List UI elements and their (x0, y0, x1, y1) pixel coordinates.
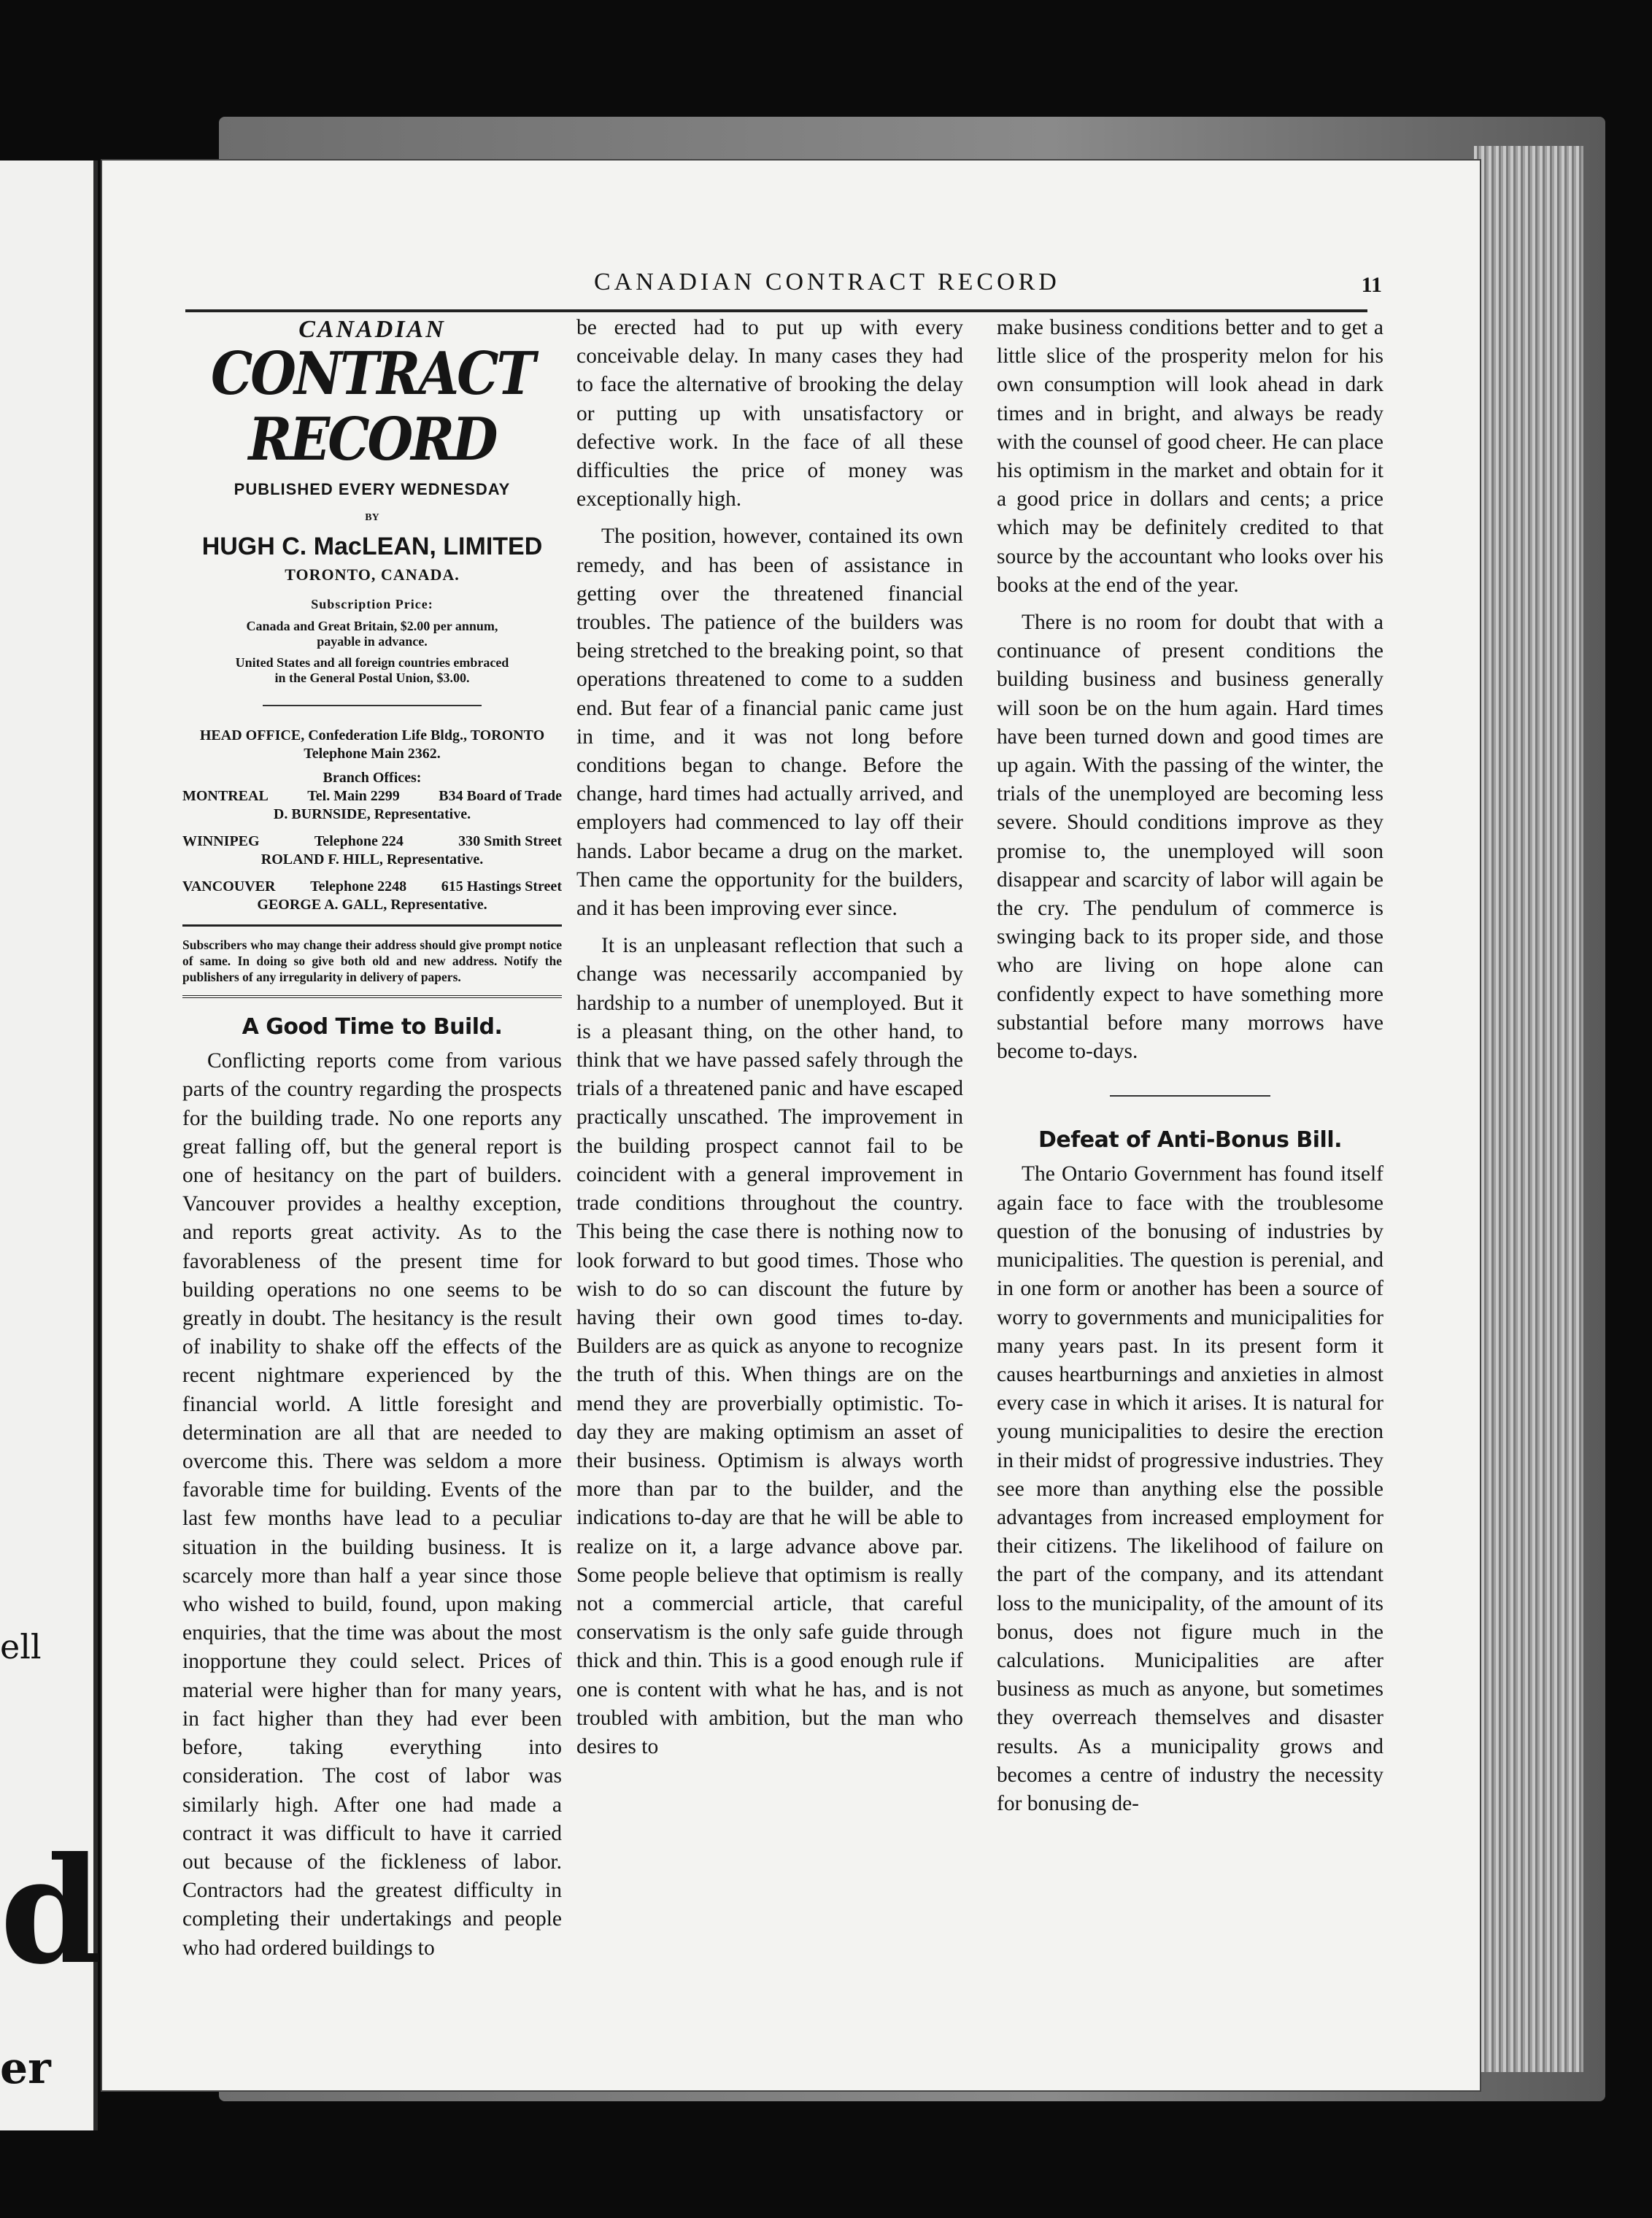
montreal-rep: D. BURNSIDE, Representative. (273, 806, 471, 823)
branch-heading: Branch Offices: (323, 770, 422, 787)
article2-paragraph-1: The Ontario Government has found itself again face to face with the troublesome question of the bonusing of industries by municipalities. The question is perenial, and in one form or another has been a source of worry to governments and municipalities for many years past. In its present form it causes heartburnings and anxieties in almost every case in which it arises. It is natural for young municipalities to desire the erection in their midst of progressive industries. They see more than anything else the possible advantages from increased employment for their citizens. The likelihood of failure on the part of the company, and its attendant loss to the municipality, of the amount of its bonus, does not figure much in the calculations. Municipalities are after business as much as anyone, but sometimes they overreach themselves and disaster results. As a municipality grows and becomes a centre of industry the necessity for bonusing de- (997, 1162, 1383, 1815)
masthead-by: BY (365, 512, 379, 524)
vancouver-row (182, 878, 562, 896)
article1-paragraph-1-continued: be erected had to put up with every conceivable delay. In many cases they had to face the alternative of brooking the delay or putting up with unsatisfactory or defective work. In the face of all these difficulties the price of money was exceptionally high. (576, 316, 963, 511)
subscriber-notice: Subscribers who may change their address should give prompt notice of same. In doing so give both old and new address. Notify the publishers of any irregularity in delivery of papers. (182, 938, 562, 985)
winnipeg-address: 330 Smith Street (458, 833, 562, 850)
masthead (182, 315, 562, 686)
article1-paragraph-2: The position, however, contained its own remedy, and has been of assistance in getting over the threatened financial troubles. The patience of the builders was being stretched to the breaking point, so that operations threatened to come to a sudden end. But fear of a financial panic came just in time, and it was not long before conditions began to change. Before the change, hard times had actually arrived, and employers had commenced to lay off their hands. Labor became a drug on the market. Then came the opportunity for the builders, and it has been improving ever since. (576, 525, 963, 921)
masthead-logo: CONTRACT RECORD (211, 339, 533, 474)
fragment-text-d: d (0, 1825, 102, 1997)
article1-paragraph-1: Conflicting reports come from various parts of the country regarding the prospects for the building trade. No one reports any great falling off, but the general report is one of hesitancy on the part of builders. Vancouver provides a healthy exception, and reports great activity. As to the favorableness of the present time for building operations no one seems to be greatly in doubt. The hesitancy is the result of inability to shake off the effects of the recent nightmare experienced by the financial world. A little foresight and determination are all that are needed to overcome this. There was seldom a more favorable time for building. Events of the last few months have lead to a peculiar situation in the building business. It is scarcely more than half a year since those who wished to build, found, upon making enquiries, that the time was about the most inopportune they could select. Prices of material were higher than for many years, in fact higher than they had ever been before, taking everything into consideration. The cost of labor was similarly high. After one had made a contract it was difficult to have it carried out because of the fickleness of labor. Contractors had the greatest difficulty in completing their undertakings and people who had ordered buildings to (182, 1049, 562, 1960)
fragment-text-ell: ell (0, 1627, 42, 1666)
column-2 (576, 314, 963, 1761)
facing-page-fragment (0, 161, 102, 2130)
vancouver-phone: Telephone 2248 (310, 878, 407, 895)
divider (263, 705, 482, 706)
article-separator (1110, 1095, 1270, 1097)
publisher-name: HUGH C. MacLEAN, LIMITED (201, 532, 543, 560)
article-title-anti-bonus-bill: Defeat of Anti-Bonus Bill. (1038, 1127, 1343, 1154)
winnipeg-rep: ROLAND F. HILL, Representative. (260, 851, 484, 868)
head-office-phone: Telephone Main 2362. (304, 746, 441, 762)
publisher-city: TORONTO, CANADA. (285, 565, 460, 584)
winnipeg-city: WINNIPEG (182, 833, 260, 850)
vancouver-address: 615 Hastings Street (441, 878, 562, 895)
montreal-row (182, 787, 562, 805)
running-header (185, 268, 1382, 312)
fragment-text-er: er (0, 2043, 51, 2094)
montreal-city: MONTREAL (182, 788, 269, 805)
foreign-line-1: United States and all foreign countries embraced (235, 655, 509, 671)
montreal-phone: Tel. Main 2299 (307, 788, 400, 805)
page-stack-edge (1474, 146, 1583, 2072)
montreal-address: B34 Board of Trade (439, 788, 562, 805)
article1-paragraph-4: There is no room for doubt that with a continuance of present conditions the building business and business generally will soon be on the hum again. Hard times have been turned down and good times are up again. With the passing of the winter, the trials of the unemployed are becoming less severe. Should conditions improve as they promise to, the unemployed will soon disappear and scarcity of labor will again be the cry. The pendulum of commerce is swinging back to its proper side, and those who are living on hope alone can confidently expect to have something more substantial before many morrows have become to-days. (997, 611, 1383, 1064)
subscription-line-2: payable in advance. (317, 634, 428, 649)
double-divider (182, 995, 562, 1000)
subscription-heading: Subscription Price: (311, 596, 433, 611)
column-3 (997, 314, 1383, 1818)
vancouver-city: VANCOUVER (182, 878, 276, 895)
magazine-page (102, 161, 1480, 2090)
divider (182, 924, 562, 927)
article1-paragraph-3: It is an unpleasant reflection that such a change was necessarily accompanied by hardship to a number of unemployed. But it is a pleasant thing, on the other hand, to think that we have passed safely through the trials of a threatened panic and have escaped practically unscathed. The improvement in the building prospect cannot fail to be coincident with a general improvement in trade conditions throughout the country. This being the case there is nothing now to look forward to but good times. Those who wish to do so can discount the future by having their own good times to-day. Builders are as quick as anyone to recognize the truth of this. When things are on the mend they are proverbially optimistic. To-day they are making optimism an asset of their business. Optimism is always worth more than par to the builder, and the indications to-day are that he will be able to realize on it, a large advance above par. Some people believe that optimism is really not a commercial article, that careful conservatism is the only safe guide through thick and thin. This is a good enough rule if one is content with what he has, and is not troubled with ambition, but the man who desires to (576, 934, 963, 1758)
article-title-good-time-to-build: A Good Time to Build. (242, 1014, 503, 1040)
foreign-line-2: in the General Postal Union, $3.00. (274, 671, 470, 686)
publication-frequency: PUBLISHED EVERY WEDNESDAY (233, 480, 511, 499)
page-number: 11 (1361, 273, 1382, 297)
offices-block (182, 727, 562, 914)
masthead-kicker: CANADIAN (298, 316, 446, 343)
winnipeg-phone: Telephone 224 (314, 833, 404, 850)
vancouver-rep: GEORGE A. GALL, Representative. (257, 897, 487, 913)
subscription-line-1: Canada and Great Britain, $2.00 per annum, (246, 619, 498, 634)
article1-paragraph-3-continued: make business conditions better and to get a little slice of the prosperity melon for his own consumption will look ahead in dark times and in bright, and always be ready with the counsel of good cheer. He can place his optimism in the market and obtain for it a good price in dollars and cents; a price which may be definitely credited to that source by the accountant who looks over his books at the end of the year. (997, 316, 1383, 597)
winnipeg-row (182, 832, 562, 851)
head-office: HEAD OFFICE, Confederation Life Bldg., TORONTO (199, 727, 545, 744)
running-title: CANADIAN CONTRACT RECORD (594, 268, 1060, 295)
column-1 (182, 314, 562, 1963)
